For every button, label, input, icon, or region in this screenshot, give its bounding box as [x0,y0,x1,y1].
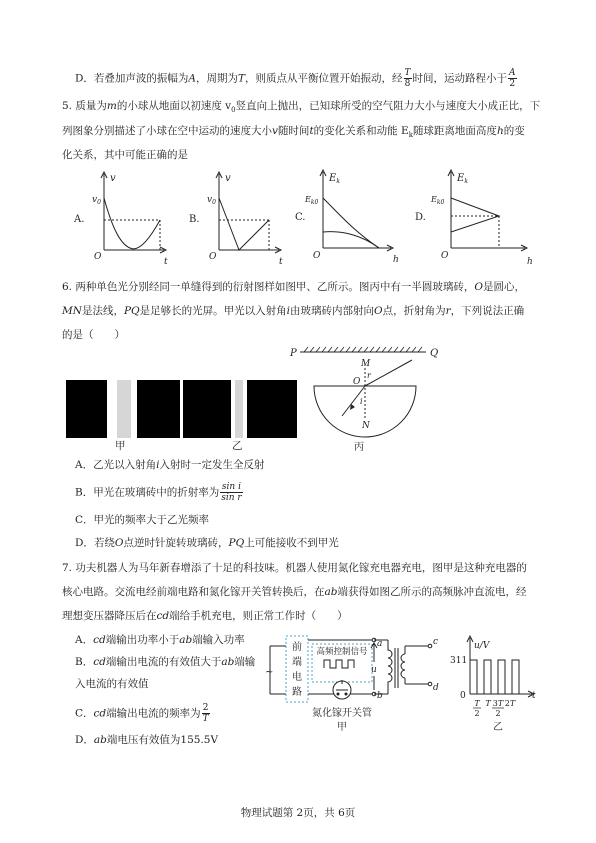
q7-stem-line1: 7. 功夫机器人为马年新春增添了十足的科技味。机器人使用氮化镓充电器充电，图甲是这种充电器的 [62,562,527,574]
q4-frac-a2: $\frac{A}{2}$ [509,68,516,89]
svg-text:c: c [433,637,439,647]
svg-text:t: t [532,691,536,701]
svg-text:Ek0: $E_{k0}$ [431,195,445,206]
q4-amp: A [188,72,197,85]
svg-text:t: t [279,257,283,267]
q7-stem-line2: 核心电路。交流电经前端电路和氮化镓开关管转换后，在ab端获得如图乙所示的高频脉冲直流电，经 [62,586,527,598]
svg-text:Ek0: $E_{k0}$ [305,195,319,206]
svg-text:d: d [433,683,439,693]
svg-text:v: v [110,173,116,184]
svg-text:b: b [377,691,383,701]
svg-text:M: M [361,359,371,369]
svg-text:311: 311 [450,656,468,666]
q4-d-text-2: ，周期为 [196,72,239,85]
svg-text:~: ~ [265,667,274,678]
svg-text:r: r [367,371,371,380]
q4-d-text-4: 时间，运动路程小于 [412,72,508,85]
q6-stem-line2: MN是法线，PQ是足够长的光屏。甲光以入射角i由玻璃砖内部射向O点，折射角为r，下列说法正确 [62,305,525,317]
q7-option-a: A．cd端输出功率小于ab端输入功率 [75,634,245,646]
svg-text:氮化镓开关管: 氮化镓开关管 [312,708,372,719]
q4-d-text-1: D．若叠加声波的振幅为 [75,72,189,85]
q6-option-c: C．甲光的频率大于乙光频率 [75,514,210,526]
svg-text:Q: Q [430,348,439,359]
svg-text:O: O [441,251,449,261]
q6-label-jia: 甲 [115,440,126,452]
svg-text:C.: C. [295,212,306,223]
svg-text:高频控制信号: 高频控制信号 [316,647,368,657]
q6-option-a: A．乙光以入射角i入射时一定发生全反射 [75,459,265,471]
svg-text:i: i [360,397,363,406]
svg-text:Ek: $E_k$ [329,173,340,185]
svg-text:u: u [371,665,377,675]
svg-text:a: a [377,639,383,649]
q6-figure-bing [290,342,440,452]
svg-text:丙: 丙 [354,442,364,453]
svg-text:v0: $v_0$ [92,195,101,206]
svg-text:N: N [362,421,370,431]
q5-stem-line1: 5. 质量为m的小球从地面以初速度 $v_0$竖直向上抛出，已知球所受的空气阻力大小与速度大小成正比，下 [62,100,541,115]
page-footer: 物理试题第 2页，共 6页 [240,807,356,819]
svg-text:3T: 3T [492,699,504,708]
svg-text:O: O [313,251,321,261]
svg-text:O: O [353,377,361,387]
svg-text:O: O [209,252,217,262]
q4-option-d [75,68,518,89]
q5-graph-a [72,172,172,267]
svg-text:乙: 乙 [493,722,503,733]
q6-pattern-jia [66,380,180,438]
svg-text:端: 端 [292,657,302,668]
svg-text:t: t [164,257,168,267]
q4-frac-t8: $\frac{T}{8}$ [404,68,411,89]
q6-pattern-yi [183,380,297,438]
q6-option-b: B．甲光在玻璃砖中的折射率为 $\frac{\text{sin i}}{\text{sin r}}$ [75,482,242,503]
q5-graph-d [413,170,533,265]
q7-option-b-line1: B．cd端输出电流的有效值大于ab端输 [75,656,256,668]
svg-text:甲: 甲 [337,722,347,733]
q6-option-d: D．若绕O点逆时针旋转玻璃砖，PQ上可能接收不到甲光 [75,537,339,549]
q7-freq-fraction: $\frac{2}{T}$ [202,703,209,724]
svg-text:h: h [393,255,399,265]
q6-stem-line1: 6. 两种单色光分别经同一单缝得到的衍射图样如图甲、乙所示。图丙中有一半圆玻璃砖，O是圆心， [62,281,525,293]
svg-text:A.: A. [74,214,85,225]
svg-text:D.: D. [415,212,426,223]
svg-text:T: T [485,699,491,708]
q6-index-fraction: $\frac{\text{sin i}}{\text{sin r}}$ [221,482,242,503]
svg-text:2: 2 [495,709,501,718]
svg-text:v0: $v_0$ [207,195,216,206]
q7-circuit-jia [262,632,442,747]
svg-text:O: O [94,252,102,262]
svg-text:电: 电 [292,672,302,683]
q7-option-d: D．ab端电压有效值为155.5V [75,734,219,746]
q5-stem-line2: 列图象分别描述了小球在空中运动的速度大小v随时间t的变化关系和动能 $E_k$随球距离地面高度h的变 [62,125,525,140]
svg-text:路: 路 [292,687,302,698]
svg-text:v: v [225,173,231,184]
q6-stem-line3: 的是（ ） [62,329,125,341]
svg-text:Ek: $E_k$ [457,173,468,185]
svg-text:P: P [290,348,297,359]
q5-graph-b [187,172,287,267]
q5-stem-line3: 化关系，其中可能正确的是 [62,149,188,161]
q4-d-text-3: ，则质点从平衡位置开始振动，经 [245,72,403,85]
svg-text:2T: 2T [504,699,516,708]
svg-text:前: 前 [292,642,302,653]
q6-label-yi: 乙 [232,440,243,452]
svg-text:u/V: u/V [474,641,490,651]
q7-option-b-line2: 入电流的有效值 [75,678,149,690]
svg-text:T: T [474,699,480,708]
svg-text:2: 2 [474,709,480,718]
svg-text:h: h [527,257,533,267]
q7-waveform-yi [448,636,538,736]
q7-stem-line3: 理想变压器降压后在cd端给手机充电，则正常工作时（ ） [62,610,348,622]
svg-text:0: 0 [460,691,466,701]
svg-text:B.: B. [189,214,200,225]
q7-option-c: C．cd端输出电流的频率为 $\frac{2}{T}$ [75,703,209,724]
q5-graph-c [293,170,403,265]
q4-period: T [238,72,246,85]
